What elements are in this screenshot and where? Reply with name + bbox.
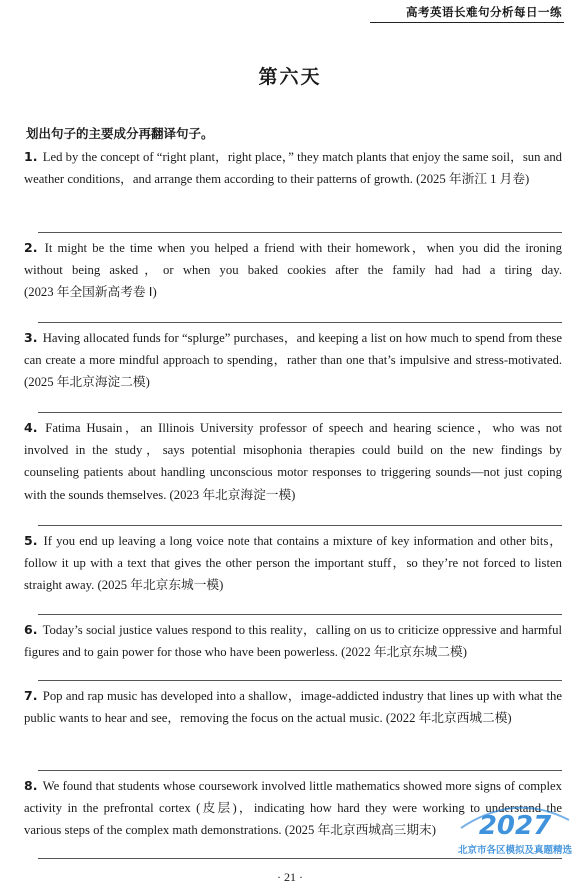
- answer-line[interactable]: [38, 614, 562, 615]
- question-number: 4.: [24, 420, 38, 435]
- question-source: (2022 年北京西城二模): [385, 711, 512, 726]
- question-text: Pop and rap music has developed into a shallow，image-addicted industry that lines up with what the public wants to hear and see，removing the focus on the actual music.: [24, 689, 563, 726]
- question-item-2: [24, 237, 562, 304]
- question-item-5: [24, 530, 562, 597]
- question-source: (2025 年北京海淀二模): [24, 375, 150, 390]
- question-item-3: [24, 327, 562, 394]
- question-text: If you end up leaving a long voice note that contains a mixture of key information and other bits，follow it up with a text that gives the other person the important stuff，so they’re not forced to listen straight away.: [24, 534, 562, 593]
- question-number: 8.: [24, 778, 38, 793]
- question-text: We found that students whose coursework involved little mathematics showed more signs of complex activity in the prefrontal cortex (皮层)，indicating how hard they were working to understand the various steps of the complex math demonstrations.: [24, 779, 563, 838]
- question-text: Today’s social justice values respond to this reality，calling on us to criticize oppressive and harmful figures and to gain power for those who have been powerless.: [24, 623, 562, 660]
- question-number: 2.: [24, 240, 38, 255]
- question-item-6: [24, 619, 562, 663]
- question-text: It might be the time when you helped a friend with their homework，when you did the ironing without being asked，or when you baked cookies after the family had had a tiring day.: [24, 241, 562, 278]
- question-text: Led by the concept of “right plant，right place，” they match plants that enjoy the same soil，sun and weather conditions，and arrange them according to their patterns of growth.: [24, 150, 563, 187]
- question-item-7: [24, 685, 562, 729]
- question-number: 6.: [24, 622, 38, 637]
- watermark-caption: 北京市各区模拟及真题精选: [457, 845, 573, 856]
- watermark-logo: [455, 798, 575, 860]
- answer-line[interactable]: [38, 412, 562, 413]
- answer-line[interactable]: [38, 232, 562, 233]
- header-rule: [370, 22, 564, 23]
- answer-line[interactable]: [38, 322, 562, 323]
- instruction: 划出句子的主要成分再翻译句子。: [26, 126, 214, 141]
- question-number: 1.: [24, 149, 38, 164]
- question-text: Fatima Husain，an Illinois University professor of speech and hearing science，who was not involved in the study，says potential misophonia therapies could build on the new findings by counseling patients about handling unconscious motor responses to triggering sounds—not just coping with the sounds themselves.: [24, 421, 562, 502]
- question-source: (2025 年北京西城高三期末): [284, 823, 436, 838]
- answer-line[interactable]: [38, 770, 562, 771]
- question-text: Having allocated funds for “splurge” purchases，and keeping a list on how much to spend from these can create a more mindful approach to spending，rather than one that’s impulsive and stress-motivated.: [24, 331, 563, 368]
- question-source: (2023 年北京海淀一模): [169, 487, 296, 502]
- question-number: 7.: [24, 688, 38, 703]
- running-head: 高考英语长难句分析每日一练: [406, 5, 562, 19]
- question-item-1: [24, 146, 562, 190]
- question-source: (2025 年北京东城一模): [97, 578, 224, 593]
- question-source: (2025 年浙江 1 月卷): [416, 172, 530, 187]
- question-number: 5.: [24, 533, 38, 548]
- question-source: (2023 年全国新高考卷 Ⅰ): [24, 285, 157, 300]
- question-source: (2022 年北京东城二模): [341, 645, 467, 660]
- watermark-year: 2027: [478, 811, 552, 841]
- question-number: 3.: [24, 330, 38, 345]
- page-number: · 21 ·: [277, 870, 303, 884]
- answer-line[interactable]: [38, 680, 562, 681]
- answer-line[interactable]: [38, 525, 562, 526]
- page-title: 第六天: [258, 66, 322, 88]
- question-item-4: [24, 417, 562, 506]
